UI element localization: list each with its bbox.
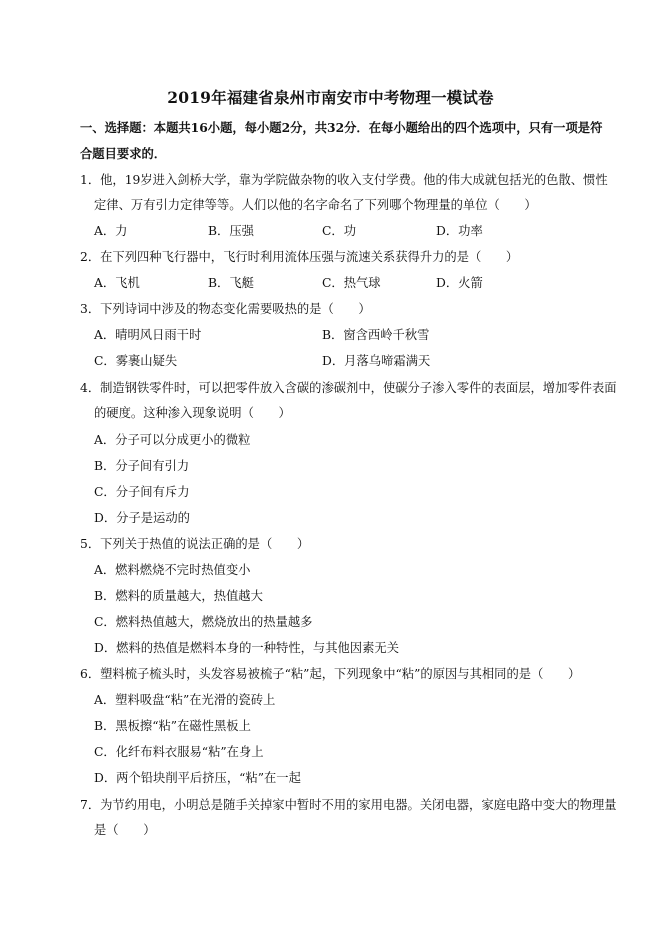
question-7-stem-line-1: 7．为节约用电，小明总是随手关掉家中暂时不用的家用电器。关闭电器，家庭电路中变大的物理量 [80,798,617,812]
question-4-option-b: B．分子间有引力 [94,459,190,473]
section-heading-line-2: 合题目要求的． [80,146,167,161]
question-3-option-b: B．窗含西岭千秋雪 [322,328,430,342]
question-5-option-c: C．燃料热值越大，燃烧放出的热量越多 [94,615,313,629]
question-5-option-d: D．燃料的热值是燃料本身的一种特性，与其他因素无关 [94,641,399,655]
question-5-stem: 5．下列关于热值的说法正确的是（ ） [80,537,310,551]
question-4-option-a: A．分子可以分成更小的微粒 [94,433,251,447]
question-1-option-d: D．功率 [436,224,483,238]
question-3-option-c: C．雾裹山疑失 [94,354,178,368]
question-2-stem: 2．在下列四种飞行器中，飞行时利用流体压强与流速关系获得升力的是（ ） [80,250,519,264]
question-5-option-b: B．燃料的质量越大，热值越大 [94,589,263,603]
question-4-option-c: C．分子间有斥力 [94,485,190,499]
question-1-option-b: B．压强 [208,224,254,238]
question-6-option-b: B．黑板擦“粘”在磁性黑板上 [94,719,251,733]
question-1-option-c: C．功 [322,224,357,238]
question-2-option-a: A．飞机 [94,276,140,290]
question-6-option-d: D．两个铅块削平后挤压，“粘”在一起 [94,771,301,785]
page-title: 2019年福建省泉州市南安市中考物理一模试卷 [167,88,494,107]
question-6-stem: 6．塑料梳子梳头时，头发容易被梳子“粘”起，下列现象中“粘”的原因与其相同的是（ ） [80,667,581,681]
question-1-option-a: A．力 [94,224,128,238]
question-7-stem-line-2: 是（ ） [94,823,156,837]
question-2-option-b: B．飞艇 [208,276,254,290]
question-4-stem-line-2: 的硬度。这种渗入现象说明（ ） [94,406,291,420]
question-3-stem: 3．下列诗词中涉及的物态变化需要吸热的是（ ） [80,302,371,316]
question-2-option-c: C．热气球 [322,276,381,290]
question-4-option-d: D．分子是运动的 [94,511,190,525]
question-4-stem-line-1: 4．制造钢铁零件时，可以把零件放入含碳的渗碳剂中，使碳分子渗入零件的表面层，增加零件表面 [80,381,617,395]
question-6-option-c: C．化纤布料衣服易“粘”在身上 [94,745,264,759]
section-heading-line-1: 一、选择题：本题共16小题，每小题2分，共32分．在每小题给出的四个选项中，只有一项是符 [80,120,603,135]
question-3-option-d: D．月落乌啼霜满天 [322,354,431,368]
question-2-option-d: D．火箭 [436,276,483,290]
question-6-option-a: A．塑料吸盘“粘”在光滑的瓷砖上 [94,693,276,707]
question-1-stem-line-2: 定律、万有引力定律等等。人们以他的名字命名了下列哪个物理量的单位（ ） [94,198,537,212]
question-1-stem-line-1: 1．他，19岁进入剑桥大学，靠为学院做杂物的收入支付学费。他的伟大成就包括光的色散、惯性 [80,173,608,187]
question-5-option-a: A．燃料燃烧不完时热值变小 [94,563,251,577]
question-3-option-a: A．晴明风日雨干时 [94,328,202,342]
